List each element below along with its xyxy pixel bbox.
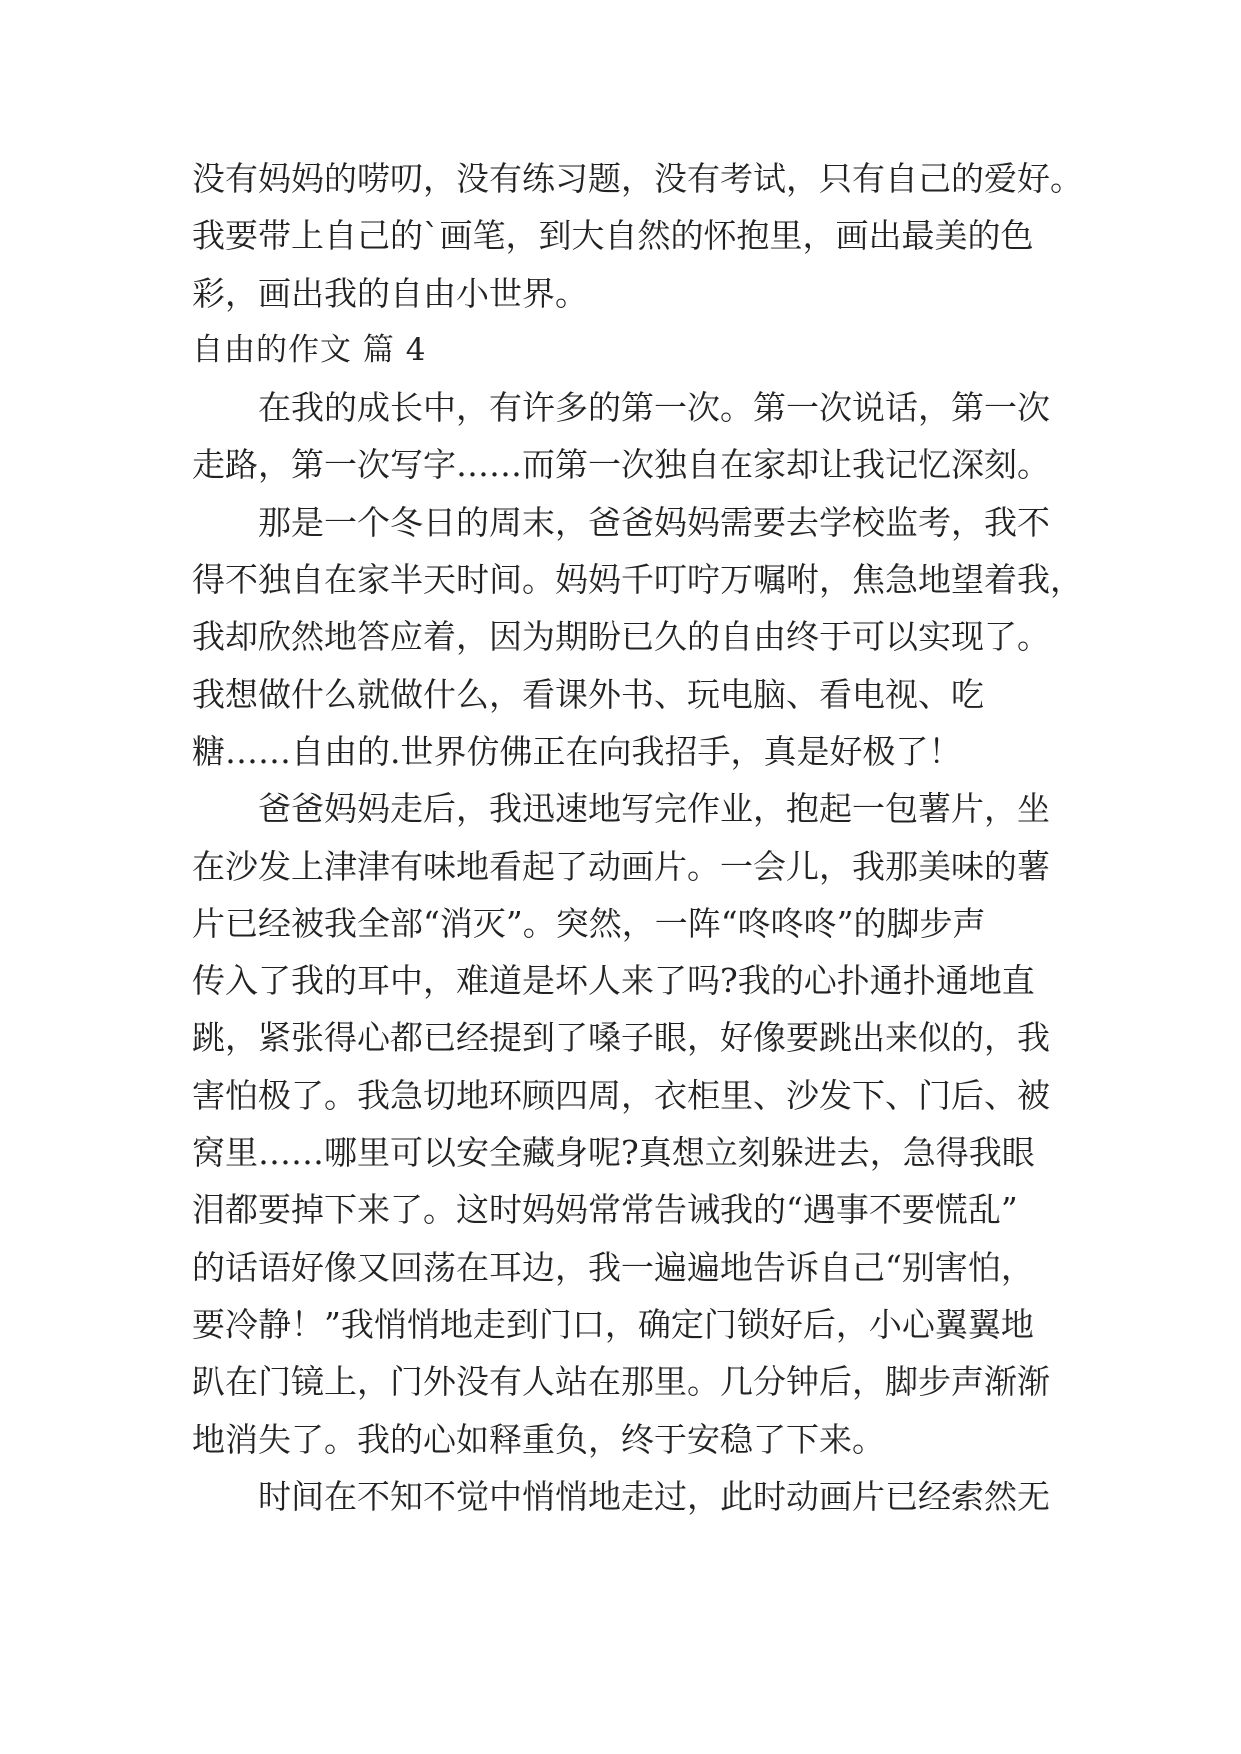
text-line: 跳，紧张得心都已经提到了嗓子眼，好像要跳出来似的，我 xyxy=(192,1018,1050,1058)
text-line: 在沙发上津津有味地看起了动画片。一会儿，我那美味的薯 xyxy=(192,846,1050,886)
text-line: 爸爸妈妈走后，我迅速地写完作业，抱起一包薯片，坐 xyxy=(192,789,1050,829)
text-line: 地消失了。我的心如释重负，终于安稳了下来。 xyxy=(192,1419,885,1459)
text-line: 没有妈妈的唠叨，没有练习题，没有考试，只有自己的爱好。 xyxy=(192,159,1083,198)
text-line: 我想做什么就做什么，看课外书、玩电脑、看电视、吃 xyxy=(192,674,984,714)
text-line: 走路，第一次写字……而第一次独自在家却让我记忆深刻。 xyxy=(192,445,1050,485)
text-line: 我却欣然地答应着，因为期盼已久的自由终于可以实现了。 xyxy=(192,617,1050,657)
text-line: 那是一个冬日的周末，爸爸妈妈需要去学校监考，我不 xyxy=(192,502,1050,542)
text-line: 糖……自由的.世界仿佛正在向我招手，真是好极了！ xyxy=(192,731,962,771)
text-line: 窝里……哪里可以安全藏身呢?真想立刻躲进去，急得我眼 xyxy=(192,1133,1035,1173)
text-line: 泪都要掉下来了。这时妈妈常常告诫我的“遇事不要慌乱” xyxy=(192,1190,1018,1230)
essay-body xyxy=(192,150,1083,1525)
text-line: 得不独自在家半天时间。妈妈千叮咛万嘱咐，焦急地望着我， xyxy=(192,560,1083,600)
text-line: 片已经被我全部“消灭”。突然，一阵“咚咚咚”的脚步声 xyxy=(192,903,986,943)
text-line: 传入了我的耳中，难道是坏人来了吗?我的心扑通扑通地直 xyxy=(192,961,1035,1001)
text-line: 彩，画出我的自由小世界。 xyxy=(192,273,588,313)
text-line: 趴在门镜上，门外没有人站在那里。几分钟后，脚步声渐渐 xyxy=(192,1362,1050,1402)
text-line: 的话语好像又回荡在耳边，我一遍遍地告诉自己“别害怕， xyxy=(192,1247,1034,1287)
text-line: 要冷静！”我悄悄地走到门口，确定门锁好后，小心翼翼地 xyxy=(192,1304,1034,1344)
text-line: 我要带上自己的`画笔，到大自然的怀抱里，画出最美的色 xyxy=(192,216,1034,256)
text-line: 在我的成长中，有许多的第一次。第一次说话，第一次 xyxy=(192,388,1050,428)
text-line: 害怕极了。我急切地环顾四周，衣柜里、沙发下、门后、被 xyxy=(192,1075,1050,1115)
section-heading: 自由的作文 篇 4 xyxy=(192,331,427,368)
text-line: 时间在不知不觉中悄悄地走过，此时动画片已经索然无 xyxy=(192,1476,1050,1516)
